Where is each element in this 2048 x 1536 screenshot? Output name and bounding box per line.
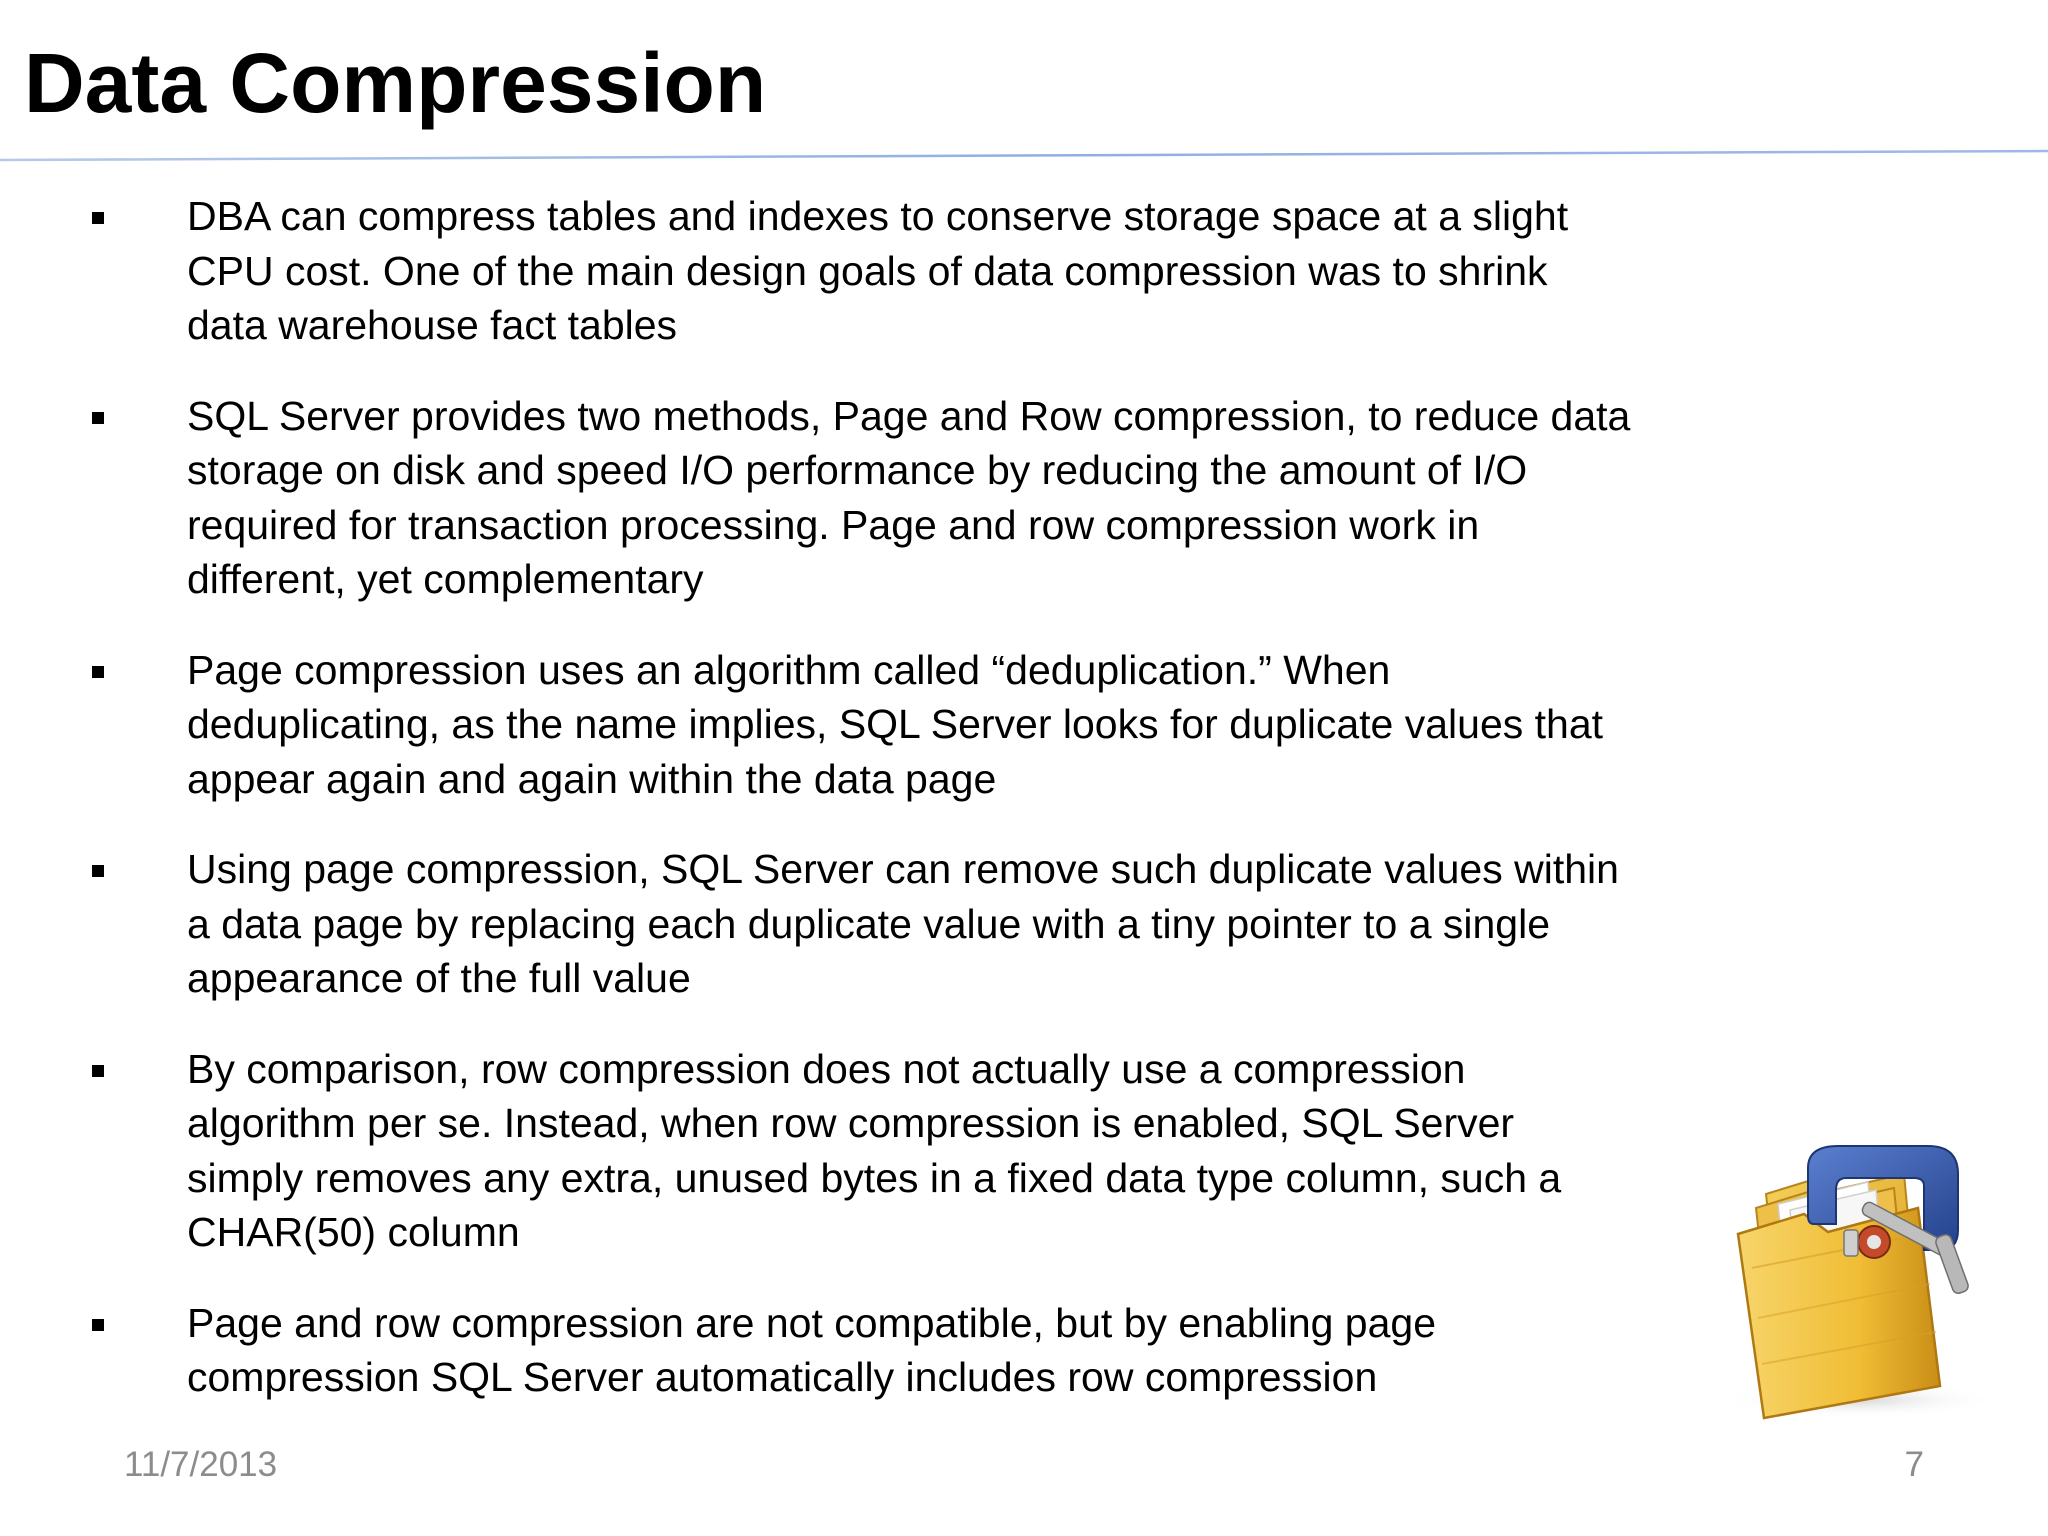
square-bullet-icon	[92, 1065, 104, 1077]
page-number: 7	[1904, 1445, 1924, 1484]
bullet-line: simply removes any extra, unused bytes in a fixed data type column, such a	[187, 1154, 1562, 1201]
title-divider	[0, 148, 2048, 166]
bullet-line: different, yet complementary	[187, 556, 704, 602]
bullet-line: storage on disk and speed I/O performance by reducing the amount of I/O	[187, 447, 1528, 493]
bullet-list	[0, 189, 1820, 1441]
square-bullet-icon	[92, 666, 104, 678]
bullet-item	[0, 643, 1820, 807]
bullet-line: DBA can compress tables and indexes to conserve storage space at a slight	[187, 193, 1569, 239]
bullet-line: data warehouse fact tables	[187, 302, 678, 348]
bullet-line: CPU cost. One of the main design goals of data compression was to shrink	[187, 247, 1548, 294]
square-bullet-icon	[92, 1319, 104, 1331]
bullet-line: compression SQL Server automatically includes row compression	[187, 1354, 1378, 1400]
bullet-line: a data page by replacing each duplicate value with a tiny pointer to a single	[187, 900, 1551, 947]
square-bullet-icon	[92, 412, 104, 424]
bullet-item	[0, 1042, 1820, 1260]
bullet-line: deduplicating, as the name implies, SQL Server looks for duplicate values that	[187, 701, 1604, 747]
bullet-item	[0, 189, 1820, 353]
bullet-line: By comparison, row compression does not actually use a compression	[187, 1045, 1466, 1092]
bullet-line: appear again and again within the data page	[187, 755, 997, 802]
square-bullet-icon	[92, 212, 104, 224]
bullet-item	[0, 389, 1820, 607]
bullet-line: Using page compression, SQL Server can remove such duplicate values within	[187, 846, 1619, 892]
bullet-line: CHAR(50) column	[187, 1209, 520, 1255]
bullet-line: Page and row compression are not compatible, but by enabling page	[187, 1299, 1437, 1346]
compressed-folder-clamp-icon	[1708, 1138, 2008, 1422]
bullet-line: Page compression uses an algorithm called “deduplication.” When	[187, 646, 1391, 693]
bullet-line: appearance of the full value	[187, 955, 691, 1001]
bullet-line: algorithm per se. Instead, when row compression is enabled, SQL Server	[187, 1100, 1515, 1146]
bullet-line: required for transaction processing. Page and row compression work in	[187, 501, 1480, 548]
bullet-line: SQL Server provides two methods, Page and Row compression, to reduce data	[187, 392, 1631, 439]
slide-title: Data Compression	[24, 36, 767, 130]
footer-date: 11/7/2013	[124, 1445, 278, 1484]
bullet-item	[0, 1296, 1820, 1405]
square-bullet-icon	[92, 865, 104, 877]
bullet-item	[0, 842, 1820, 1006]
